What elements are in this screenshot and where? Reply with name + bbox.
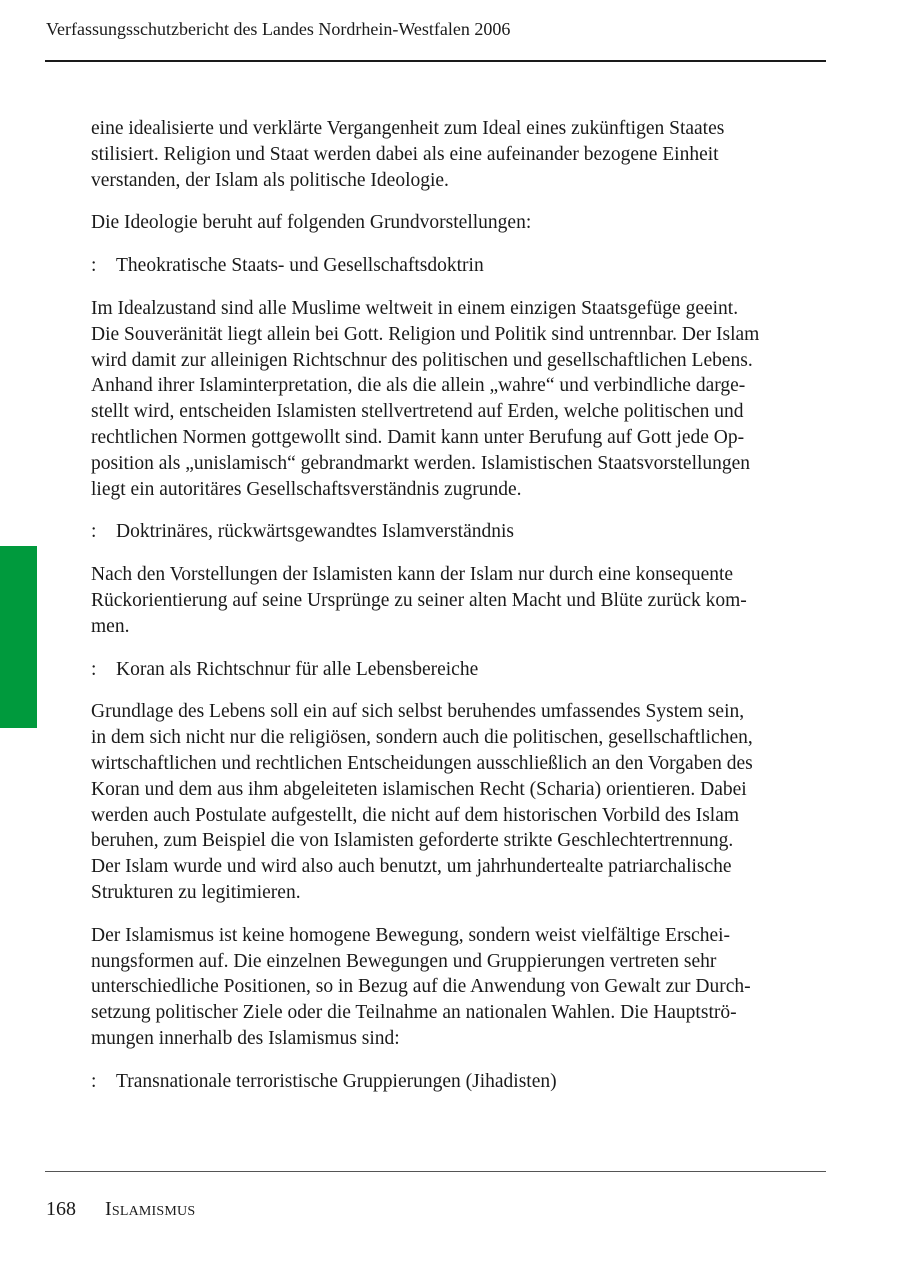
running-header-title: Verfassungsschutzbericht des Landes Nordrhein-Westfalen 2006 [46,19,511,39]
bullet-text: Doktrinäres, rückwärtsgewandtes Islamverständnis [116,521,515,543]
bullet-marker: : [91,521,97,543]
paragraph: eine idealisierte und verklärte Vergangenheit zum Ideal eines zukünftigen Staates stilisiert. Religion und Staat werden dabei als eine aufeinander bezogene Einheit verstanden, der Islam als politische Ideologie. [91,118,725,191]
header-divider [45,60,826,62]
bullet-item [91,253,831,279]
paragraph: Der Islamismus ist keine homogene Bewegung, sondern weist vielfältige Erschei- nungsformen auf. Die einzelnen Bewegungen und Gruppierungen vertreten sehr unterschiedliche Positionen, so in Bezug auf die Anwendung von Gewalt zur Durch- setzung politischer Ziele oder die Teilnahme an nationalen Wahlen. Die Hauptströ- mungen innerhalb des Islamismus sind: [91,924,751,1049]
bullet-item [91,519,831,545]
bullet-item [91,1069,831,1095]
section-title: Islamismus [105,1198,196,1220]
bullet-marker: : [91,658,97,680]
body-text [91,116,831,1112]
paragraph: Nach den Vorstellungen der Islamisten kann der Islam nur durch eine konsequente Rückorientierung auf seine Ursprünge zu seiner alten Macht und Blüte zurück kom- men. [91,564,747,637]
page-number: 168 [46,1198,76,1220]
paragraph: Im Idealzustand sind alle Muslime weltweit in einem einzigen Staatsgefüge geeint. Die Souveränität liegt allein bei Gott. Religion und Politik sind untrennbar. Der Islam wird damit zur alleinigen Richtschnur des politischen und gesellschaftlichen Lebens. Anhand ihrer Islaminterpretation, die als die allein „wahre“ und verbindliche darge- stellt wird, entscheiden Islamisten stellvertretend auf Erden, welche politischen und rechtlichen Normen gottgewollt sind. Damit kann unter Berufung auf Gott jede Op- position als „unislamisch“ gebrandmarkt werden. Islamistischen Staatsvorstellungen liegt ein autoritäres Gesellschaftsverständnis zugrunde. [91,297,760,500]
footer-divider [45,1171,826,1172]
bullet-text: Koran als Richtschnur für alle Lebensbereiche [116,658,479,680]
paragraph: Die Ideologie beruht auf folgenden Grundvorstellungen: [91,212,532,234]
chapter-color-tab [0,546,37,728]
bullet-item [91,657,831,683]
bullet-text: Transnationale terroristische Gruppierungen (Jihadisten) [116,1070,557,1092]
bullet-text: Theokratische Staats- und Gesellschaftsdoktrin [116,255,484,277]
bullet-marker: : [91,1070,97,1092]
paragraph: Grundlage des Lebens soll ein auf sich selbst beruhendes umfassendes System sein, in dem sich nicht nur die religiösen, sondern auch die politischen, gesellschaftlichen, wirtschaftlichen und rechtlichen Entscheidungen ausschließlich an den Vorgaben des Koran und dem aus ihm abgeleiteten islamischen Recht (Scharia) orientieren. Dabei werden auch Postulate aufgestellt, die nicht auf dem historischen Vorbild des Islam beruhen, zum Beispiel die von Islamisten geforderte strikte Geschlechtertrennung. Der Islam wurde und wird also auch benutzt, um jahrhundertealte patriarchalische Strukturen zu legitimieren. [91,701,753,903]
bullet-marker: : [91,255,97,277]
